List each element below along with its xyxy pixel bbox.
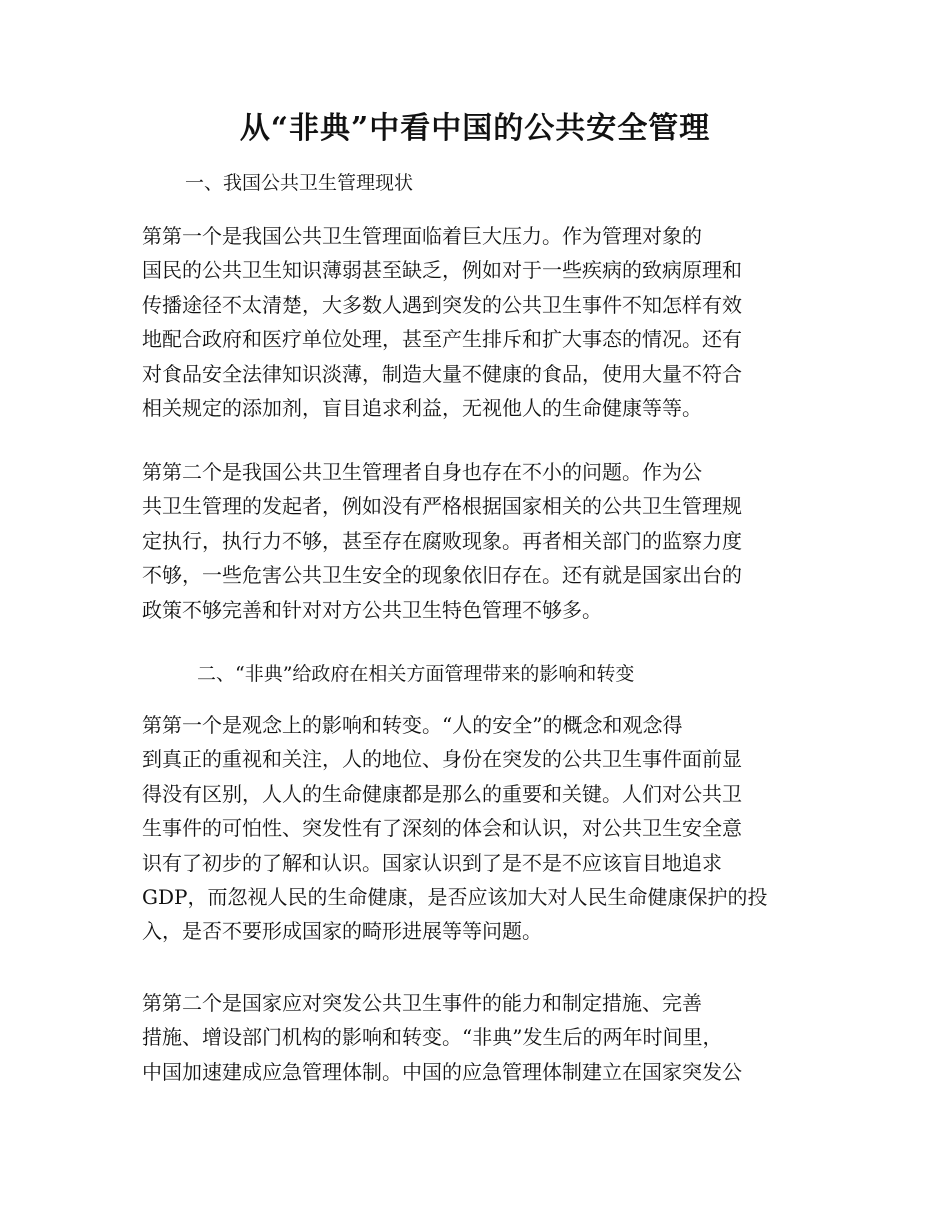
paragraph-line: GDP，而忽视人民的生命健康，是否应该加大对人民生命健康保护的投 [142, 884, 768, 909]
paragraph-line: 第第二个是我国公共卫生管理者自身也存在不小的问题。作为公 [142, 460, 702, 484]
paragraph-line: 相关规定的添加剂，盲目追求利益，无视他人的生命健康等等。 [142, 395, 702, 420]
paragraph-line: 共卫生管理的发起者，例如没有严格根据国家相关的公共卫生管理规 [142, 494, 742, 519]
paragraph-3 [142, 708, 808, 949]
paragraph-line: 中国加速建成应急管理体制。中国的应急管理体制建立在国家突发公 [142, 1059, 742, 1084]
paragraph-2 [142, 455, 808, 627]
paragraph-line: 对食品安全法律知识淡薄，制造大量不健康的食品，使用大量不符合 [142, 361, 742, 386]
paragraph-line: 不够，一些危害公共卫生安全的现象依旧存在。还有就是国家出台的 [142, 563, 742, 588]
section-heading-2: 二、“非典”给政府在相关方面管理带来的影响和转变 [197, 663, 635, 685]
paragraph-line: 第第一个是观念上的影响和转变。“人的安全”的概念和观念得 [142, 713, 683, 737]
section-heading-1: 一、我国公共卫生管理现状 [185, 172, 414, 194]
paragraph-line: 第第二个是国家应对突发公共卫生事件的能力和制定措施、完善 [142, 991, 702, 1015]
paragraph-line: 地配合政府和医疗单位处理，甚至产生排斥和扩大事态的情况。还有 [142, 327, 742, 352]
paragraph-line: 政策不够完善和针对对方公共卫生特色管理不够多。 [142, 597, 602, 622]
paragraph-line: 第第一个是我国公共卫生管理面临着巨大压力。作为管理对象的 [142, 224, 702, 248]
paragraph-4 [142, 986, 808, 1089]
paragraph-line: 入，是否不要形成国家的畸形进展等等问题。 [142, 919, 542, 944]
paragraph-1 [142, 219, 808, 425]
paragraph-line: 措施、增设部门机构的影响和转变。“非典”发生后的两年时间里， [142, 1025, 723, 1050]
document-title: 从“非典”中看中国的公共安全管理 [239, 111, 711, 146]
paragraph-line: 传播途径不太清楚，大多数人遇到突发的公共卫生事件不知怎样有效 [142, 292, 742, 317]
paragraph-line: 定执行，执行力不够，甚至存在腐败现象。再者相关部门的监察力度 [142, 528, 742, 553]
paragraph-line: 国民的公共卫生知识薄弱甚至缺乏，例如对于一些疾病的致病原理和 [142, 258, 742, 283]
paragraph-line: 识有了初步的了解和认识。国家认识到了是不是不应该盲目地追求 [142, 850, 722, 875]
paragraph-line: 生事件的可怕性、突发性有了深刻的体会和认识，对公共卫生安全意 [142, 816, 742, 841]
paragraph-line: 得没有区别，人人的生命健康都是那么的重要和关键。人们对公共卫 [142, 781, 742, 806]
paragraph-line: 到真正的重视和关注，人的地位、身份在突发的公共卫生事件面前显 [142, 747, 742, 772]
